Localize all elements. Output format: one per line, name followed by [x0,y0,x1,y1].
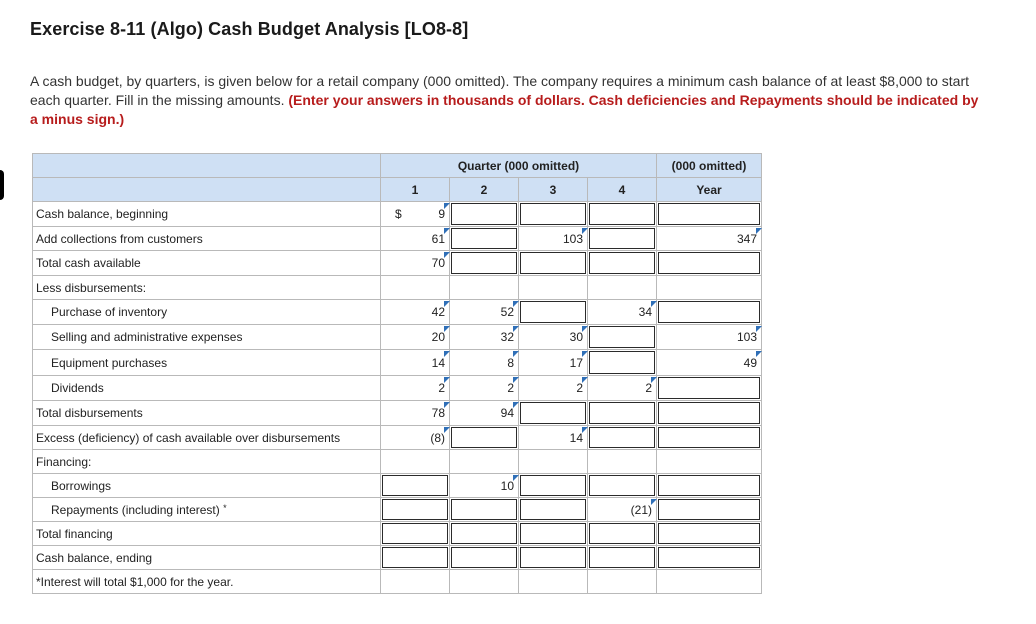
cell-q2 [450,350,519,376]
cell-value: (21) [630,502,652,517]
cell-value: 2 [645,381,652,395]
cell-q3 [519,376,588,401]
cell-q1 [381,401,450,426]
cell-q1 [381,350,450,376]
input-box[interactable] [451,523,517,544]
row-label-text: Dividends [51,381,104,395]
instructions [30,72,990,129]
cell-q4 [588,450,657,474]
header-row-group [33,154,762,178]
answer-input-q4[interactable] [588,325,657,350]
footnote-row [33,570,762,594]
cell-value: 10 [500,478,514,493]
row-label-text: Total disbursements [36,406,143,420]
cell-value: 9 [438,207,445,221]
input-box[interactable] [658,203,760,225]
table-row [33,546,762,570]
input-box[interactable] [520,475,586,496]
row-label [33,300,381,325]
row-label-text: Borrowings [51,478,112,493]
row-label [33,450,381,474]
intro-instruction: (Enter your answers in thousands of dollars. Cash deficiencies and Repayments should be indicated by a minus sign.) [30,92,979,127]
input-box[interactable] [520,499,586,520]
input-box[interactable] [589,547,655,568]
quarter-group-header: Quarter (000 omitted) [381,154,657,178]
row-label [33,325,381,350]
answer-input-year[interactable] [657,522,762,546]
answer-input-q1[interactable] [381,546,450,570]
cell-q3 [519,325,588,350]
table-row [33,474,762,498]
cell-value: 14 [569,430,583,445]
cell-q2 [450,276,519,300]
answer-input-q1[interactable] [381,522,450,546]
cell-q3 [519,227,588,251]
header-blank-2 [33,178,381,202]
cell-q1 [381,450,450,474]
input-box[interactable] [589,252,655,274]
input-box[interactable] [451,547,517,568]
footnote-filler [519,570,588,594]
col-header-q2: 2 [450,178,519,202]
row-label [33,202,381,227]
footnote: *Interest will total $1,000 for the year. [33,570,381,594]
table-row [33,251,762,276]
cell-q4 [588,376,657,401]
answer-input-q3[interactable] [519,474,588,498]
cell-year [657,350,762,376]
answer-input-q4[interactable] [588,474,657,498]
cell-value: 94 [500,406,514,420]
answer-input-q2[interactable] [450,202,519,227]
footnote-filler [450,570,519,594]
input-box[interactable] [658,475,760,496]
answer-input-q1[interactable] [381,474,450,498]
intro-text: A cash budget, by quarters, is given below for a retail company (000 omitted). The company requires a minimum cash balance of at least $8,000 to start each quarter. Fill in the missing amounts. [30,73,970,108]
answer-input-q2[interactable] [450,498,519,522]
cash-budget-table [32,153,762,594]
table-row [33,376,762,401]
table-row [33,325,762,350]
cell-q4 [588,300,657,325]
answer-input-q3[interactable] [519,251,588,276]
input-box[interactable] [451,499,517,520]
cell-value: 20 [431,330,445,344]
cell-value: 70 [431,256,445,270]
footnote-filler [657,570,762,594]
cell-value: 347 [736,231,757,246]
answer-input-year[interactable] [657,426,762,450]
row-label-text: Purchase of inventory [51,305,168,319]
answer-input-q3[interactable] [519,202,588,227]
cell-q2 [450,401,519,426]
answer-input-year[interactable] [657,498,762,522]
answer-input-q3[interactable] [519,401,588,426]
cell-year [657,227,762,251]
answer-input-q3[interactable] [519,522,588,546]
row-label-text: Cash balance, ending [36,550,153,565]
input-box[interactable] [658,427,760,448]
table-row [33,276,762,300]
table-row [33,498,762,522]
cell-year [657,450,762,474]
header-blank [33,154,381,178]
cell-value: 49 [743,355,757,370]
answer-input-q4[interactable] [588,350,657,376]
cell-q2 [450,450,519,474]
input-box[interactable] [658,402,760,424]
input-box[interactable] [589,228,655,249]
cell-value: 52 [500,305,514,319]
col-header-q3: 3 [519,178,588,202]
row-label [33,227,381,251]
row-label [33,474,381,498]
row-label-text: Add collections from customers [36,231,203,246]
table-row [33,202,762,227]
dollar-sign: $ [395,207,402,221]
col-header-q4: 4 [588,178,657,202]
cell-value: 2 [507,381,514,395]
row-label [33,401,381,426]
input-box[interactable] [589,351,655,374]
answer-input-q4[interactable] [588,546,657,570]
cell-value: 103 [562,231,583,246]
row-label [33,522,381,546]
row-label [33,426,381,450]
cell-q1 [381,276,450,300]
cell-q2 [450,325,519,350]
cell-value: 32 [500,330,514,344]
cell-value: (8) [430,430,445,445]
cell-q2 [450,300,519,325]
input-box[interactable] [658,547,760,568]
answer-input-year[interactable] [657,300,762,325]
input-box[interactable] [589,203,655,225]
cell-value: 30 [569,330,583,344]
cell-value: 14 [431,355,445,370]
cell-value: 42 [431,305,445,319]
answer-input-q2[interactable] [450,251,519,276]
cell-value: 78 [431,406,445,420]
input-box[interactable] [451,252,517,274]
input-box[interactable] [382,523,448,544]
input-box[interactable] [520,301,586,323]
input-box[interactable] [520,547,586,568]
answer-input-q2[interactable] [450,227,519,251]
page-title: Exercise 8-11 (Algo) Cash Budget Analysis [LO8-8] [30,19,469,39]
cell-q1 [381,251,450,276]
row-label [33,498,381,522]
input-box[interactable] [658,523,760,544]
answer-input-q2[interactable] [450,426,519,450]
cell-value: 103 [736,330,757,344]
input-box[interactable] [520,203,586,225]
table-row [33,401,762,426]
row-label [33,376,381,401]
answer-input-year[interactable] [657,251,762,276]
cell-q2 [450,474,519,498]
answer-input-year[interactable] [657,474,762,498]
answer-input-q2[interactable] [450,522,519,546]
cell-q1 [381,426,450,450]
row-label-text: Cash balance, beginning [36,207,169,221]
cell-q3 [519,450,588,474]
input-box[interactable] [658,499,760,520]
header-row-columns [33,178,762,202]
cell-q1 [381,202,450,227]
input-box[interactable] [382,475,448,496]
col-header-q1: 1 [381,178,450,202]
cell-value: 34 [638,305,652,319]
cell-q1 [381,325,450,350]
row-label-text: Selling and administrative expenses [51,330,243,344]
row-label-text: Excess (deficiency) of cash available over disbursements [36,430,341,445]
answer-input-year[interactable] [657,401,762,426]
input-box[interactable] [451,228,517,249]
answer-input-q3[interactable] [519,300,588,325]
answer-input-q4[interactable] [588,202,657,227]
input-box[interactable] [589,523,655,544]
input-box[interactable] [658,301,760,323]
input-box[interactable] [520,523,586,544]
input-box[interactable] [520,252,586,274]
row-label [33,350,381,376]
cell-value: 17 [569,355,583,370]
left-edge-marker [0,170,4,200]
row-label-text: Equipment purchases [51,355,168,370]
answer-input-q1[interactable] [381,498,450,522]
answer-input-q4[interactable] [588,426,657,450]
answer-input-q4[interactable] [588,522,657,546]
cell-year [657,276,762,300]
row-label-text: Total financing [36,526,113,541]
cell-q1 [381,376,450,401]
row-label-text: Financing: [36,454,92,469]
answer-input-q2[interactable] [450,546,519,570]
table-row [33,300,762,325]
answer-input-q4[interactable] [588,401,657,426]
cell-value: 2 [576,381,583,395]
footnote-filler [588,570,657,594]
row-label-text: Less disbursements: [36,280,147,295]
input-box[interactable] [520,402,586,424]
answer-input-year[interactable] [657,376,762,401]
row-label-text: Total cash available [36,256,141,270]
row-label [33,251,381,276]
cell-q4 [588,498,657,522]
cell-value: 2 [438,381,445,395]
input-box[interactable] [589,326,655,348]
answer-input-q3[interactable] [519,546,588,570]
input-box[interactable] [589,427,655,448]
row-label-text: Repayments (including interest) [51,502,220,517]
cell-q3 [519,426,588,450]
table-row [33,522,762,546]
input-box[interactable] [589,475,655,496]
table-row [33,426,762,450]
input-box[interactable] [658,252,760,274]
input-box[interactable] [382,499,448,520]
footnote-filler [381,570,450,594]
cell-q2 [450,376,519,401]
table-row [33,227,762,251]
row-label [33,276,381,300]
cell-q3 [519,350,588,376]
table-body [33,202,762,570]
input-box[interactable] [451,427,517,448]
cell-year [657,325,762,350]
row-label [33,546,381,570]
year-group-header: (000 omitted) [657,154,762,178]
table-row [33,450,762,474]
answer-input-year[interactable] [657,202,762,227]
input-box[interactable] [658,377,760,399]
cell-value: 8 [507,355,514,370]
input-box[interactable] [589,402,655,424]
table-row [33,350,762,376]
cell-q1 [381,227,450,251]
input-box[interactable] [382,547,448,568]
input-box[interactable] [451,203,517,225]
answer-input-q4[interactable] [588,227,657,251]
cell-q1 [381,300,450,325]
answer-input-year[interactable] [657,546,762,570]
answer-input-q3[interactable] [519,498,588,522]
col-header-year: Year [657,178,762,202]
footnote-marker: * [223,502,227,513]
cell-value: 61 [431,231,445,246]
cell-q3 [519,276,588,300]
answer-input-q4[interactable] [588,251,657,276]
cell-q4 [588,276,657,300]
